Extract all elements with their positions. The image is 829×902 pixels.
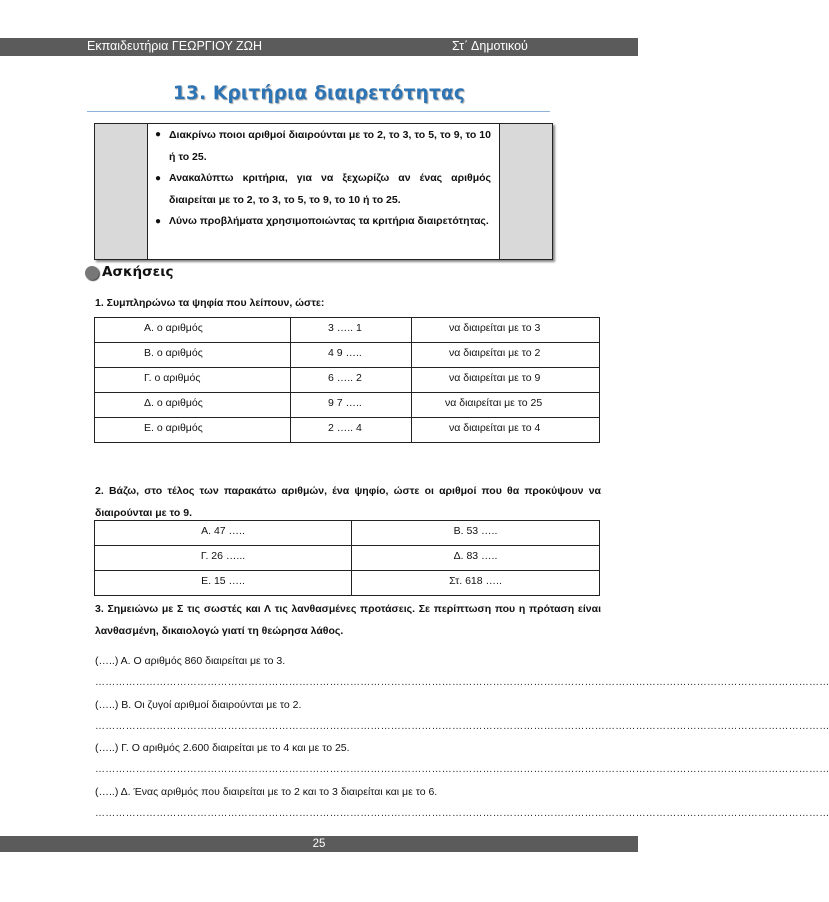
- goal-item: ● Λύνω προβλήματα χρησιμοποιώντας τα κριτήρια διαιρετότητας.: [148, 211, 499, 233]
- answer-line: ………………………………………………………………………………………………………………………………………………………………………………………………: [95, 721, 829, 732]
- table-row: Γ. ο αριθμός 6 ….. 2 να διαιρείται με το 9: [95, 368, 600, 393]
- answer-line: ………………………………………………………………………………………………………………………………………………………………………………………………: [95, 808, 829, 819]
- question-2-table: [94, 520, 600, 596]
- goals-box-right-panel: [499, 124, 552, 259]
- grade-label: Στ΄ Δημοτικού: [452, 39, 528, 53]
- statement-b: (…..) Β. Οι ζυγοί αριθμοί διαιρούνται με το 2.: [95, 699, 302, 711]
- circle-icon: [85, 266, 99, 280]
- page-number: 25: [312, 838, 326, 850]
- table-row: Ε. 15 ….. Στ. 618 …..: [95, 571, 600, 596]
- goals-list: [148, 124, 499, 233]
- goals-box-left-panel: [95, 124, 148, 259]
- bullet-icon: ●: [155, 216, 162, 227]
- statement-c: (…..) Γ. Ο αριθμός 2.600 διαιρείται με το 4 και με το 25.: [95, 742, 350, 754]
- statement-d: (…..) Δ. Ένας αριθμός που διαιρείται με το 2 και το 3 διαιρείται και με το 6.: [95, 786, 438, 798]
- table-row: Ε. ο αριθμός 2 ….. 4 να διαιρείται με το 4: [95, 418, 600, 443]
- question-1-table: [94, 317, 600, 443]
- answer-line: ………………………………………………………………………………………………………………………………………………………………………………………………: [95, 677, 829, 688]
- header-bar: [0, 38, 638, 56]
- title-divider: [87, 111, 550, 112]
- school-name: Εκπαιδευτήρια ΓΕΩΡΓΙΟΥ ΖΩΗ: [87, 39, 263, 53]
- table-row: Δ. ο αριθμός 9 7 ….. να διαιρείται με το 25: [95, 393, 600, 418]
- table-row: Γ. 26 …... Δ. 83 …..: [95, 546, 600, 571]
- table-row: Α. 47 ….. Β. 53 …..: [95, 521, 600, 546]
- bullet-icon: ●: [155, 129, 162, 140]
- learning-goals-box: [94, 123, 553, 260]
- bullet-icon: ●: [155, 173, 162, 184]
- table-row: Β. ο αριθμός 4 9 ….. να διαιρείται με το 2: [95, 343, 600, 368]
- exercises-heading: Ασκήσεις: [102, 264, 174, 280]
- page-title: 13. Κριτήρια διαιρετότητας: [172, 83, 466, 104]
- footer-bar: [0, 836, 638, 852]
- question-1-text: 1. Συμπληρώνω τα ψηφία που λείπουν, ώστε:: [95, 297, 325, 309]
- table-row: Α. ο αριθμός 3 ….. 1 να διαιρείται με το 3: [95, 318, 600, 343]
- goal-item: ● Ανακαλύπτω κριτήρια, για να ξεχωρίζω αν ένας αριθμός διαιρείται με το 2, το 3, το 5, το 9, το 10 ή το 25.: [148, 168, 499, 211]
- statement-a: (…..) Α. Ο αριθμός 860 διαιρείται με το 3.: [95, 655, 286, 667]
- question-2-text: 2. Βάζω, στο τέλος των παρακάτω αριθμών, ένα ψηφίο, ώστε οι αριθμοί που θα προκύψουν να διαιρούνται με το 9.: [95, 485, 601, 519]
- answer-line: ………………………………………………………………………………………………………………………………………………………………………………………………: [95, 764, 829, 775]
- question-3-text: 3. Σημειώνω με Σ τις σωστές και Λ τις λανθασμένες προτάσεις. Σε περίπτωση που η πρόταση είναι λανθασμένη, δικαιολογώ γιατί τη θεώρησα λάθος.: [95, 603, 601, 637]
- goal-item: ● Διακρίνω ποιοι αριθμοί διαιρούνται με το 2, το 3, το 5, το 9, το 10 ή το 25.: [148, 124, 499, 168]
